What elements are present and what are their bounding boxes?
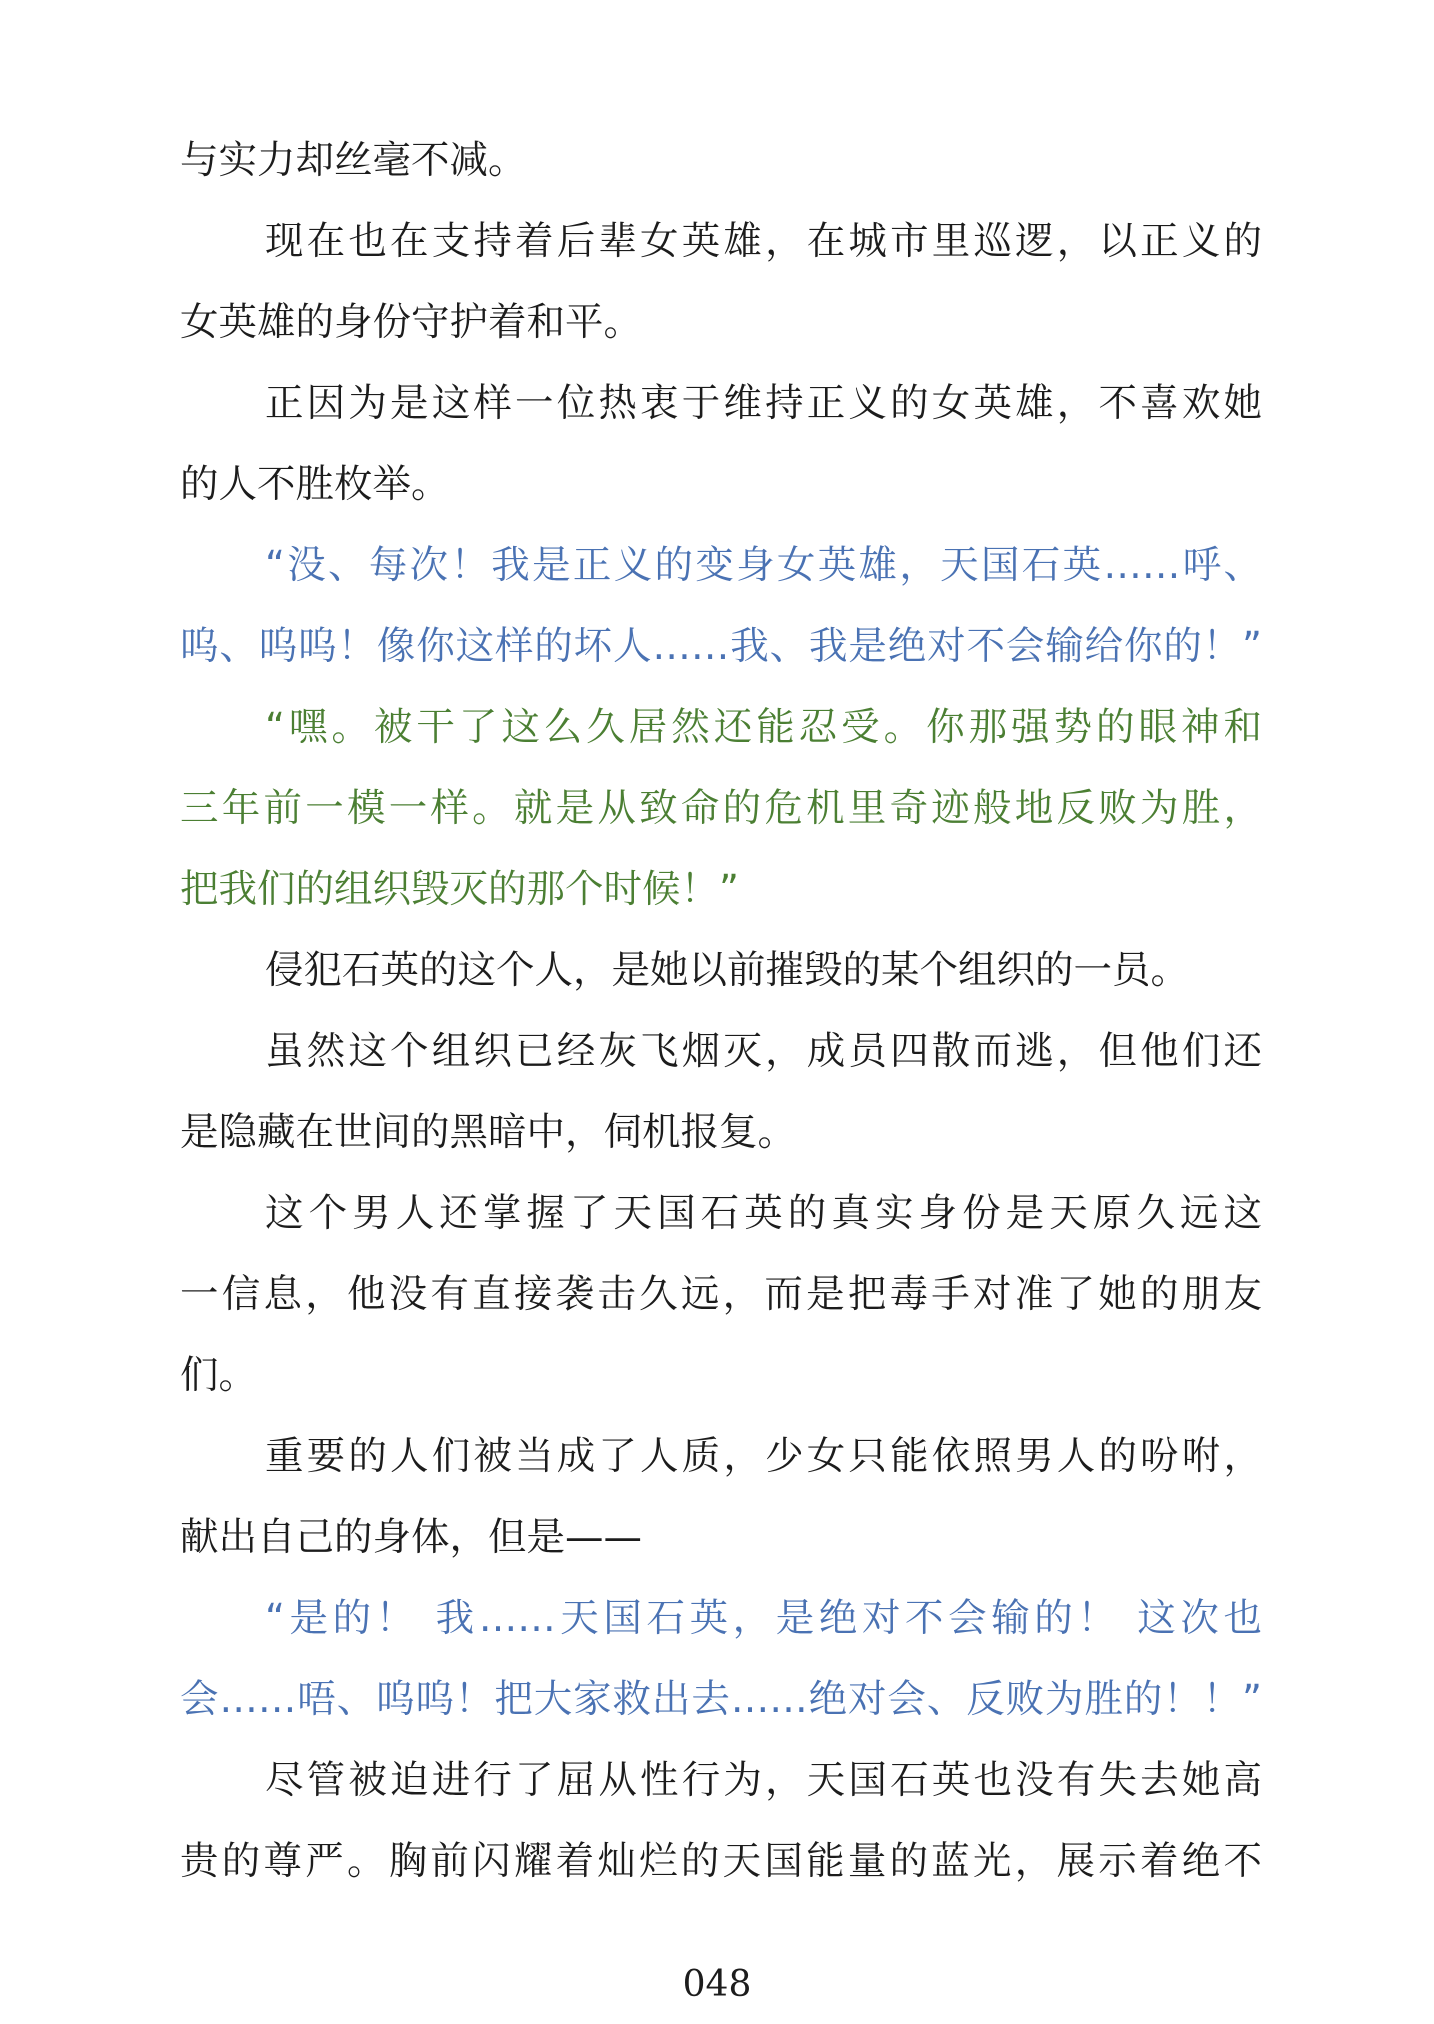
text-line: 与实力却丝毫不减。 (180, 138, 527, 183)
dialogue-line-villain: 把我们的组织毁灭的那个时候！” (180, 867, 739, 912)
text-line: 虽然这个组织已经灰飞烟灭，成员四散而逃，但他们还 (265, 1029, 1262, 1074)
text-line: 是隐藏在世间的黑暗中，伺机报复。 (180, 1110, 797, 1155)
dialogue-line-heroine: 会……唔、呜呜！把大家救出去……绝对会、反败为胜的！！” (180, 1677, 1262, 1722)
text-line: 们。 (180, 1353, 258, 1398)
text-line: 尽管被迫进行了屈从性行为，天国石英也没有失去她高 (265, 1758, 1262, 1803)
text-line: 这个男人还掌握了天国石英的真实身份是天原久远这 (265, 1191, 1262, 1236)
dialogue-line-heroine: “没、每次！我是正义的变身女英雄，天国石英……呼、 (265, 543, 1262, 588)
text-line: 献出自己的身体，但是—— (180, 1515, 643, 1560)
page-number: 048 (682, 1964, 752, 2005)
dialogue-line-villain: 三年前一模一样。就是从致命的危机里奇迹般地反败为胜， (180, 786, 1262, 831)
text-line: 正因为是这样一位热衷于维持正义的女英雄，不喜欢她 (265, 381, 1262, 426)
text-line: 侵犯石英的这个人，是她以前摧毁的某个组织的一员。 (265, 948, 1190, 993)
dialogue-line-villain: “嘿。被干了这么久居然还能忍受。你那强势的眼神和 (265, 705, 1262, 750)
text-line: 贵的尊严。胸前闪耀着灿烂的天国能量的蓝光，展示着绝不 (180, 1839, 1262, 1884)
dialogue-line-heroine: “是的！ 我……天国石英，是绝对不会输的！ 这次也 (265, 1596, 1262, 1641)
text-line: 现在也在支持着后辈女英雄，在城市里巡逻，以正义的 (265, 219, 1262, 264)
text-line: 的人不胜枚举。 (180, 462, 450, 507)
body-text (180, 120, 1262, 1902)
dialogue-line-heroine: 呜、呜呜！像你这样的坏人……我、我是绝对不会输给你的！” (180, 624, 1262, 669)
text-line: 一信息，他没有直接袭击久远，而是把毒手对准了她的朋友 (180, 1272, 1262, 1317)
text-line: 女英雄的身份守护着和平。 (180, 300, 643, 345)
text-line: 重要的人们被当成了人质，少女只能依照男人的吩咐， (265, 1434, 1262, 1479)
